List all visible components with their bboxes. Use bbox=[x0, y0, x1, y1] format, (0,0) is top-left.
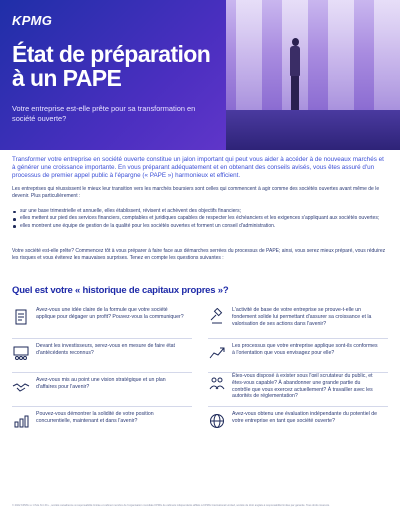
intro-paragraph: Transformer votre entreprise en société ouverte constitue un jalon important qui peut vous aider à accéder à de nouveaux marchés et à générer une croissance importante. En vous préparant adéquatement et en obtenant des conseils avisés, vous êtes assuré d'un processus de premier appel public à l'épargne (« PAPE ») harmonieux et efficient. bbox=[12, 156, 384, 180]
businesswoman-figure bbox=[288, 38, 302, 110]
list-item: sur une base trimestrielle et annuelle, elles établissent, révisent et achèvent des objectifs financiers; bbox=[12, 208, 388, 215]
question-item: Avez-vous obtenu une évaluation indépendante du potentiel de votre entreprise en tant que société ouverte? bbox=[208, 411, 388, 441]
question-item: Avez-vous mis au point une vision stratégique et un plan d'affaires pour l'avenir? bbox=[12, 377, 192, 407]
hero-photo bbox=[226, 0, 400, 150]
question-item: Les processus que votre entreprise applique sont-ils conformes à l'orientation que vous envisagez pour elle? bbox=[208, 343, 388, 373]
question-item: Devant les investisseurs, serez-vous en mesure de faire état d'antécédents reconnus? bbox=[12, 343, 192, 373]
kpmg-logo: KPMG bbox=[12, 13, 53, 28]
page-subtitle: Votre entreprise est-elle prête pour sa transformation en société ouverte? bbox=[12, 104, 196, 123]
bullet-list bbox=[12, 208, 388, 230]
body-paragraph-2: Votre société est-elle prête? Commencez tôt à vous préparer à faire face aux démarches serrées du processus de PAPE; ainsi, vous serez mieux préparé, vous réduirez les risques et vous éviterez les mauvaises surprises. Tenez en compte les questions suivantes : bbox=[12, 248, 386, 261]
question-item: Avez-vous une idée claire de la formule que votre société applique pour dégager un profit? Pouvez-vous la communiquer? bbox=[12, 307, 192, 337]
question-item: Pouvez-vous démontrer la solidité de votre position concurrentielle, maintenant et dans l'avenir? bbox=[12, 411, 192, 441]
question-item: Êtes-vous disposé à exister sous l'œil scrutateur du public, et êtes-vous capable? À abandonner une grande partie du contrôle que vous exercez actuellement? À travailler avec les autorités de réglementation? bbox=[208, 373, 388, 403]
page-title: État de préparation à un PAPE bbox=[12, 41, 211, 91]
globe-icon bbox=[208, 412, 226, 430]
list-item: elles mettent sur pied des services financiers, comptables et juridiques capables de respecter les échéanciers et les exigences s'appliquant aux sociétés ouvertes; bbox=[12, 215, 388, 222]
body-paragraph-1: Les entreprises qui réussissent le mieux leur transition vers les marchés boursiers sont celles qui commencent à agir comme des sociétés ouvertes avant même de le devenir. Plus particulièrement : bbox=[12, 186, 380, 199]
document-icon bbox=[12, 308, 30, 326]
chart-icon bbox=[12, 412, 30, 430]
handshake-icon bbox=[12, 378, 30, 396]
footer-legal: © 2022 KPMG s.r.l./S.E.N.C.R.L., société canadienne à responsabilité limitée et cabinet membre de l'organisation mondiale KPMG de cabinets indépendants affiliés à KPMG International Limited, société de droit anglais à responsabilité limitée par garantie. Tous droits réservés. bbox=[12, 504, 330, 507]
trend-chart-icon bbox=[208, 344, 226, 362]
hero-banner bbox=[0, 0, 400, 150]
question-item: L'activité de base de votre entreprise se prouve-t-elle un fondement solide lui permettant d'assurer sa croissance et la valorisation de ses actions dans l'avenir? bbox=[208, 307, 388, 337]
people-icon bbox=[208, 374, 226, 392]
questions-grid bbox=[12, 305, 388, 440]
meeting-icon bbox=[12, 344, 30, 362]
gavel-icon bbox=[208, 308, 226, 326]
list-item: elles montrent une équipe de gestion de la qualité pour les sociétés ouvertes et forment un conseil d'administration. bbox=[12, 223, 388, 230]
section-title: Quel est votre « historique de capitaux propres »? bbox=[12, 285, 229, 296]
